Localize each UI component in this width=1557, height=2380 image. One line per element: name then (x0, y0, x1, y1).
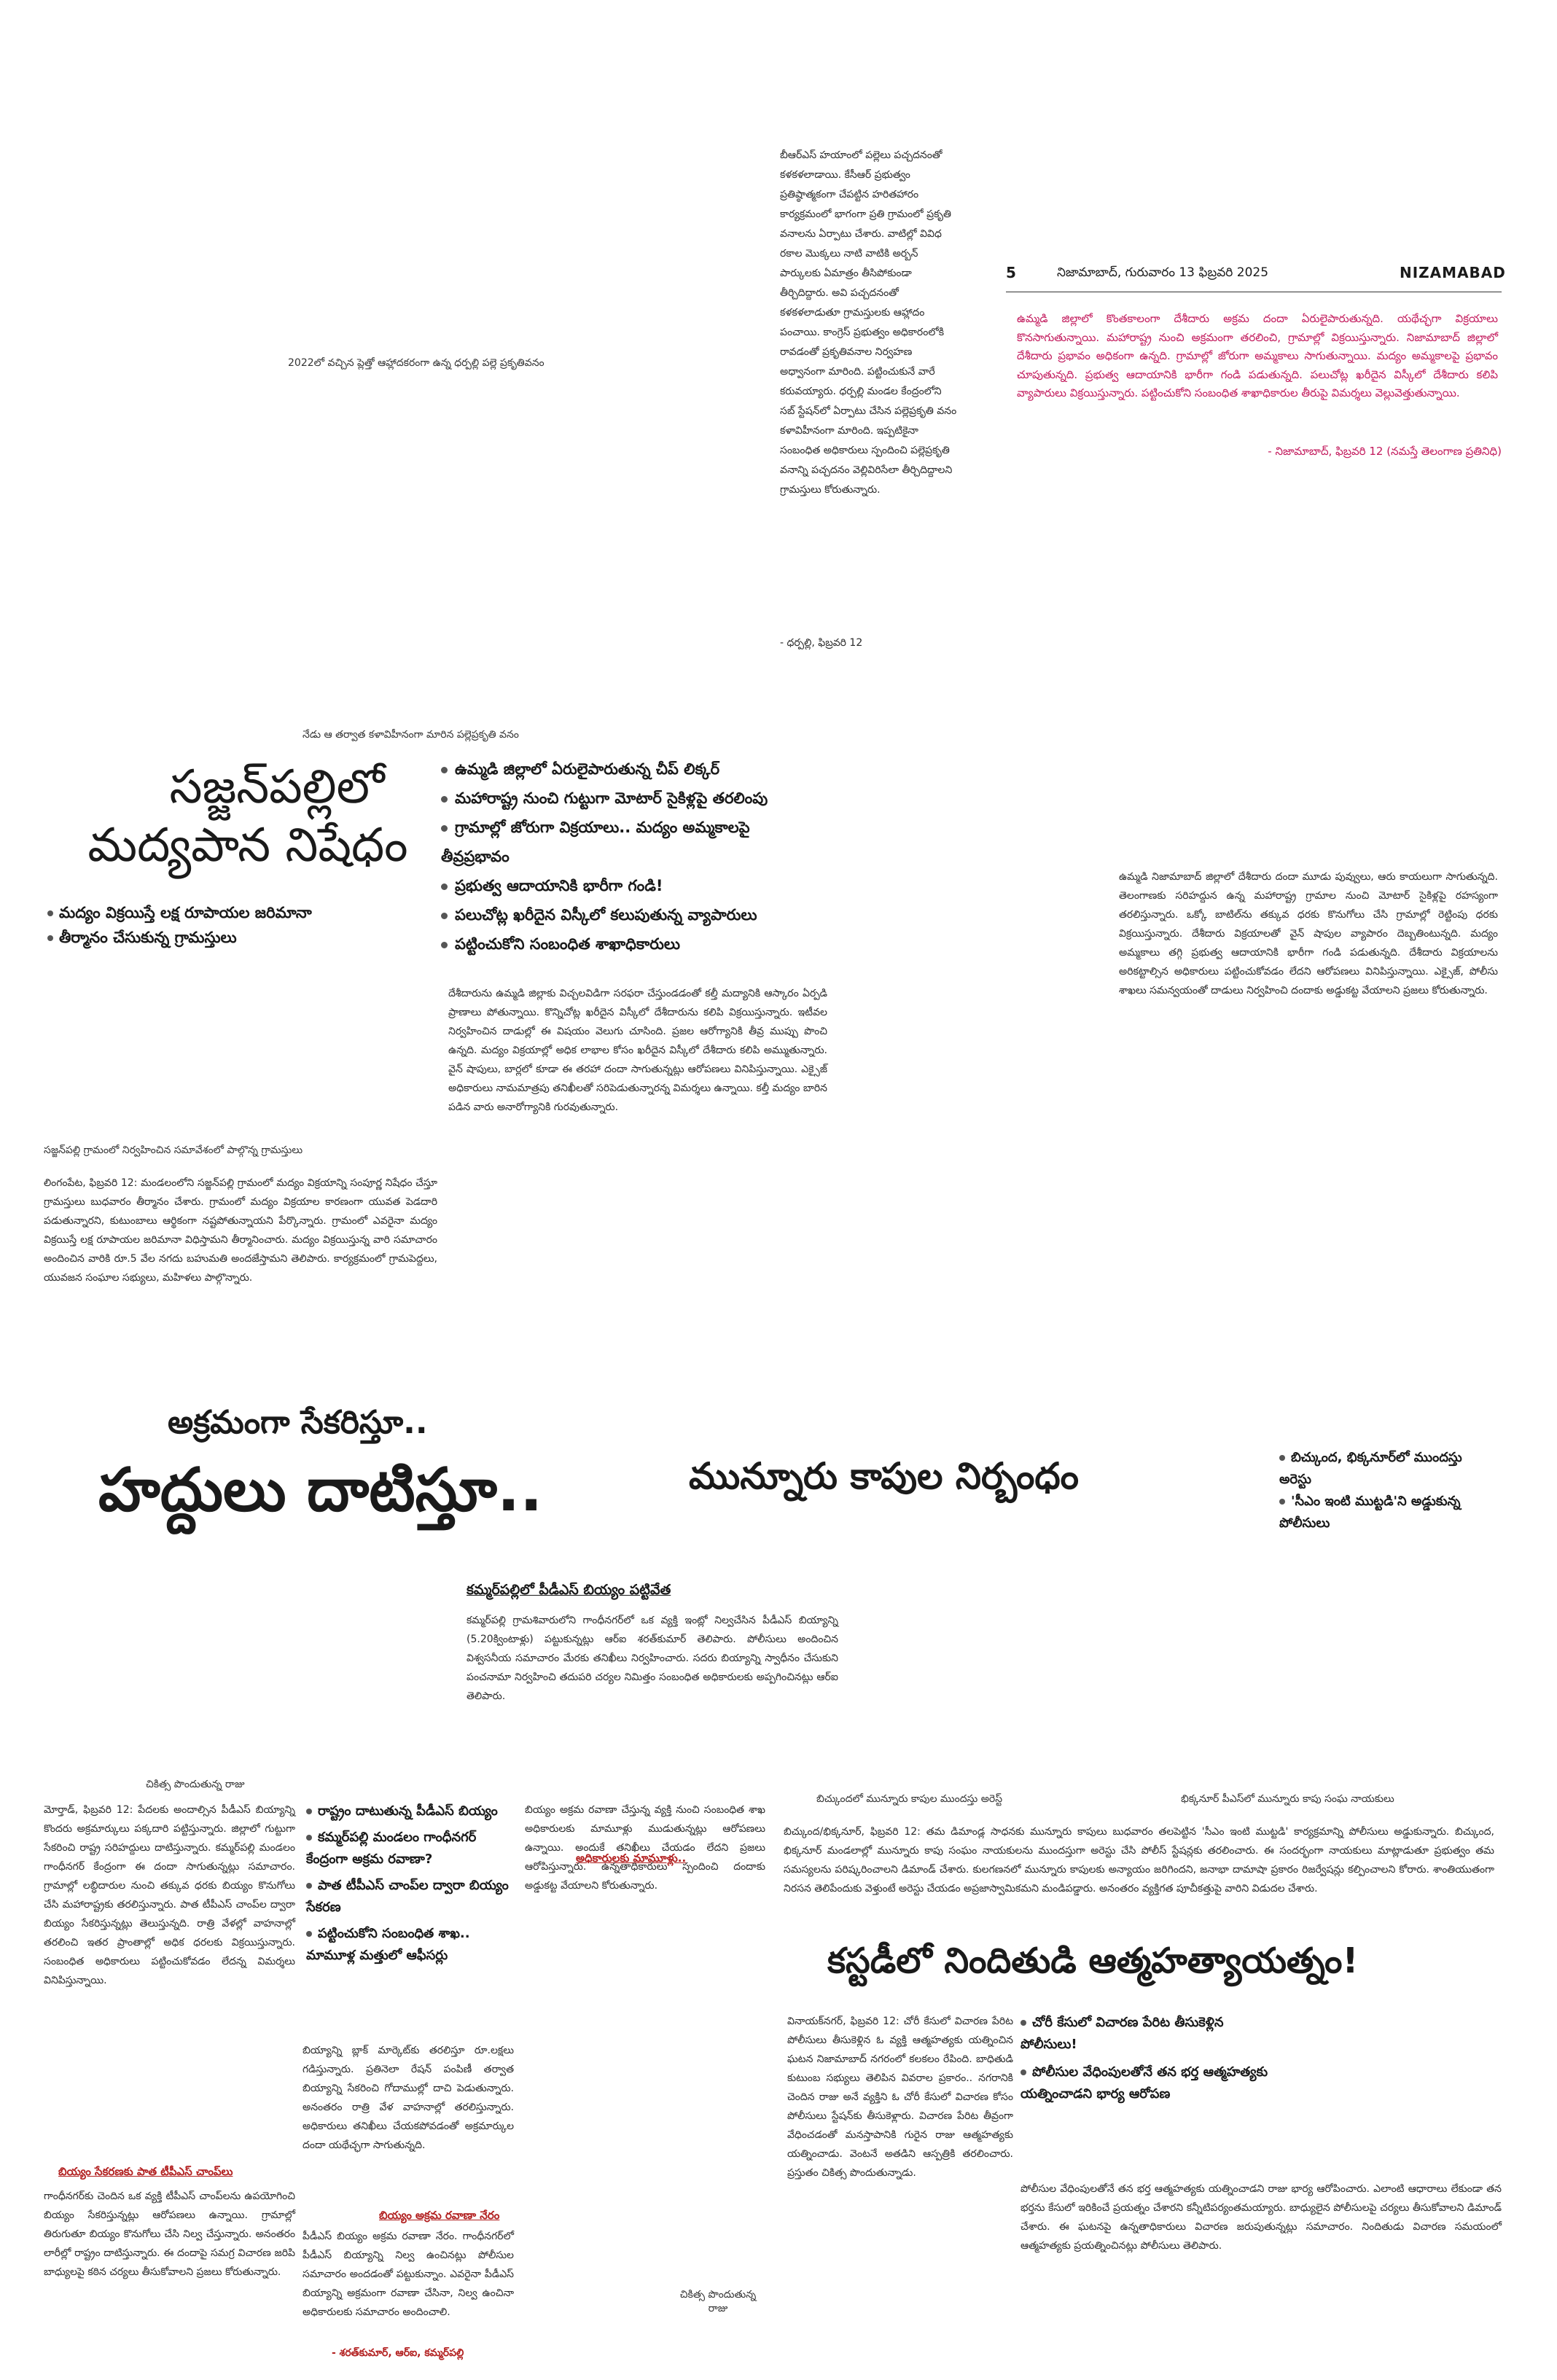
custody-headline: కస్టడీలో నిందితుడి ఆత్మహత్యాయత్నం! (827, 1940, 1359, 1981)
bullet-dot-icon (441, 767, 448, 773)
bullet-dot-icon (441, 825, 448, 832)
munnuru-bullets (1279, 1447, 1498, 1534)
bullet-dot-icon (306, 1883, 312, 1889)
sajjanpalli-photo-caption: సజ్జన్‌పల్లి గ్రామంలో నిర్వహించిన సమావేశంలో పాల్గొన్న గ్రామస్తులు (44, 1144, 303, 1156)
custody-bullet: చోరీ కేసులో విచారణ పేరిట తీసుకెళ్లిన పోలీసులు! (1021, 2015, 1224, 2052)
munnuru-photo-1 (784, 1604, 1141, 1786)
illegal-col1b: గాంధీనగర్‌కు చెందిన ఒక వ్యక్తి టీపీఎస్ చాంప్‌లను ఉపయోగించి బియ్యం సేకరిస్తున్నట్లు ఆరోపణలు ఉన్నాయి. గ్రామాల్లో తిరుగుతూ బియ్యం కొనుగోలు చేసి నిల్వ చేస్తున్నారు. అనంతరం లారీల్లో రాష్ట్రం దాటిస్తున్నారు. ఈ దందాపై సమగ్ర విచారణ జరిపి బాధ్యులపై కఠిన చర్యలు తీసుకోవాలని ప్రజలు కోరుతున్నారు. (44, 2190, 295, 2278)
illegal-bullet: పాత టీపీఎస్ చాంప్‌ల ద్వారా బియ్యం సేకరణ (306, 1878, 509, 1915)
main-story-col1: దేశీదారును ఉమ్మడి జిల్లాకు విచ్చలవిడిగా సరఫరా చేస్తుండడంతో కల్తీ మద్యానికి ఆస్కారం ఏర్పడి ప్రాణాలు పోతున్నాయి. కొన్నిచోట్ల ఖరీదైన విస్కీలో దేశీదారును కలిపి విక్రయిస్తున్నారు. ఇటీవల నిర్వహించిన దాడుల్లో ఈ విషయం వెలుగు చూసింది. ప్రజల ఆరోగ్యానికి తీవ్ర ముప్పు పొంచి ఉన్నది. మద్యం విక్రయాల్లో అధిక లాభాల కోసం ఖరీదైన విస్కీలో దేశీదారు కలిపి అమ్ముతున్నారు. వైన్ షాపులు, బార్లలో కూడా ఈ తరహా దందా సాగుతున్నట్లు ఆరోపణలు వినిపిస్తున్నాయి. ఎక్సైజ్ అధికారులు నామమాత్రపు తనిఖీలతో సరిపెడుతున్నారన్న విమర్శలు ఉన్నాయి. కల్తీ మద్యం బారిన పడిన వారు అనారోగ్యానికి గురవుతున్నారు. (448, 988, 827, 1113)
bullet-dot-icon (441, 883, 448, 890)
rice-photo-caption: చికిత్స పొందుతున్న రాజు (679, 2289, 757, 2314)
munnuru-bullet: బిచ్కుంద, భిక్కనూర్‌లో ముందస్తు అరెస్టు (1279, 1450, 1462, 1487)
sajjanpalli-bullets (47, 900, 426, 950)
illegal-col1-subhead: బియ్యం సేకరణకు పాత టీపీఎస్ చాంప్‌లు (58, 2165, 233, 2178)
bullet-dot-icon (306, 1835, 312, 1841)
main-story-bullets (441, 754, 820, 959)
illegal-headline: హద్దులు దాటిస్తూ.. (98, 1456, 543, 1525)
illegal-kicker: అక్రమంగా సేకరిస్తూ.. (168, 1404, 428, 1441)
bullet-dot-icon (47, 910, 53, 916)
illegal-col2b: బియ్యం అక్రమ రవాణా చేస్తున్న వ్యక్తి నుంచి సంబంధిత శాఖ అధికారులకు మామూళ్లు ముడుతున్నట్లు ఆరోపణలు ఉన్నాయి. అందుకే తనిఖీలు చేయడం లేదని ప్రజలు ఆరోపిస్తున్నారు. ఉన్నతాధికారులు స్పందించి దందాకు అడ్డుకట్ట వేయాలని కోరుతున్నారు. (525, 1804, 765, 1892)
mid-photo-caption: నేడు ఆ తర్వాత కళావిహీనంగా మారిన పల్లెప్రకృతి వనం (303, 729, 519, 741)
sajjanpalli-bullet: మద్యం విక్రయిస్తే లక్ష రూపాయల జరిమానా (47, 900, 426, 925)
illegal-col2-subhead: అధికారులకు మామూళ్లు.. (576, 1852, 687, 1865)
masthead (1006, 262, 1506, 287)
illegal-col1: మోర్తాడ్, ఫిబ్రవరి 12: పేదలకు అందాల్సిన పీడీఎస్ బియ్యాన్ని కొందరు అక్రమార్కులు పక్కదారి పట్టిస్తున్నారు. జిల్లాలో గుట్టుగా సేకరించి రాష్ట్ర సరిహద్దులు దాటిస్తున్నారు. కమ్మర్‌పల్లి మండలం గాంధీనగర్ కేంద్రంగా ఈ దందా సాగుతున్నట్లు సమాచారం. గ్రామాల్లో లబ్ధిదారుల నుంచి తక్కువ ధరకు బియ్యం కొనుగోలు చేసి మహారాష్ట్రకు తరలిస్తున్నారు. పాత టీపీఎస్ చాంప్‌ల ద్వారా బియ్యం సేకరిస్తున్నట్లు తెలుస్తున్నది. రాత్రి వేళల్లో వాహనాల్లో తరలించి ఇతర ప్రాంతాల్లో అధిక ధరలకు విక్రయిస్తున్నారు. సంబంధిత అధికారులు పట్టించుకోవడం లేదన్న విమర్శలు వినిపిస్తున్నాయి. (44, 1804, 295, 1986)
bullet-dot-icon (441, 942, 448, 948)
main-bullet: పలుచోట్ల ఖరీదైన విస్కీలో కలుపుతున్న వ్యాపారులు (441, 900, 820, 929)
munnuru-text: బిచ్కుంద/భిక్కనూర్, ఫిబ్రవరి 12: తమ డిమాండ్ల సాధనకు మున్నూరు కాపులు బుధవారం తలపెట్టిన 'సీఎం ఇంటి ముట్టడి' కార్యక్రమాన్ని పోలీసులు అడ్డుకున్నారు. బిచ్కుంద, భిక్కనూర్ మండలాల్లో మున్నూరు కాపు సంఘం నాయకులను ముందస్తుగా అరెస్టు చేసి పోలీస్ స్టేషన్లకు తరలించారు. ఈ సందర్భంగా నాయకులు మాట్లాడుతూ ప్రభుత్వం తమ సమస్యలను పరిష్కరించాలని డిమాండ్ చేశారు. కులగణనలో మున్నూరు కాపులకు అన్యాయం జరిగిందని, జనాభా దామాషా ప్రకారం రిజర్వేషన్లు కల్పించాలని కోరారు. శాంతియుతంగా నిరసన తెలిపేందుకు వెళ్తుంటే అరెస్టు చేయడం అప్రజాస్వామికమని మండిపడ్డారు. అనంతరం వ్యక్తిగత పూచీకత్తుపై వారిని విడుదల చేశారు. (784, 1826, 1494, 1895)
teaser-text: ఉమ్మడి జిల్లాలో కొంతకాలంగా దేశీదారు అక్రమ దందా ఏరులైపారుతున్నది. యథేచ్ఛగా విక్రయాలు కొనసాగుతున్నాయి. మహారాష్ట్ర నుంచి అక్రమంగా తరలించి, గ్రామాల్లో విక్రయిస్తున్నారు. నిజామాబాద్ జిల్లాలో దేశీదారు ప్రభావం అధికంగా ఉన్నది. గ్రామాల్లో జోరుగా అమ్మకాలు సాగుతున్నాయి. మద్యం అమ్మకాలపై ప్రభావం చూపుతున్నది. ప్రభుత్వ ఆదాయానికి భారీగా గండి పడుతున్నది. పలుచోట్ల ఖరీదైన విస్కీలో దేశీదారు కలిపి వ్యాపారులు విక్రయిస్తున్నారు. పట్టించుకోని సంబంధిత శాఖాధికారుల తీరుపై విమర్శలు వెల్లువెత్తుతున్నాయి. (1017, 312, 1498, 399)
sajjanpalli-photo (40, 955, 437, 1137)
edition-name: NIZAMABAD (1400, 264, 1506, 281)
main-story-col2: ఉమ్మడి నిజామాబాద్ జిల్లాలో దేశీదారు దందా మూడు పువ్వులు, ఆరు కాయలుగా సాగుతున్నది. తెలంగాణకు సరిహద్దున ఉన్న మహారాష్ట్ర గ్రామాల నుంచి మోటార్ సైకిళ్లపై రహస్యంగా తరలిస్తున్నారు. ఒక్కో బాటిల్‌ను తక్కువ ధరకు కొనుగోలు చేసి గ్రామాల్లో రెట్టింపు ధరకు విక్రయిస్తున్నారు. దేశీదారు విక్రయాలతో వైన్ షాపుల వ్యాపారం దెబ్బతింటున్నది. మద్యం అమ్మకాలు తగ్గి ప్రభుత్వ ఆదాయానికి భారీగా గండి పడుతున్నది. దేశీదారు విక్రయాలను అరికట్టాల్సిన అధికారులు పట్టించుకోవడం లేదని ఆరోపణలు వినిపిస్తున్నాయి. ఎక్సైజ్, పోలీసు శాఖలు సమన్వయంతో దాడులు నిర్వహించి దందాకు అడ్డుకట్ట వేయాలని ప్రజలు కోరుతున్నారు. (1119, 871, 1498, 996)
illegal-subhead: కమ్మర్‌పల్లిలో పీడీఎస్ బియ్యం పట్టివేత (467, 1582, 671, 1598)
illegal-col2: బియ్యాన్ని బ్లాక్ మార్కెట్‌కు తరలిస్తూ రూ.లక్షలు గడిస్తున్నారు. ప్రతినెలా రేషన్ పంపిణీ తర్వాత బియ్యాన్ని సేకరించి గోదాముల్లో దాచి పెడుతున్నారు. అనంతరం రాత్రి వేళ వాహనాల్లో తరలిస్తున్నారు. అధికారులు తనిఖీలు చేయకపోవడంతో అక్రమార్కుల దందా యథేచ్ఛగా సాగుతున్నది. (303, 2045, 514, 2151)
main-bullet: ఉమ్మడి జిల్లాలో ఏరులైపారుతున్న చీప్ లిక్కర్ (441, 754, 820, 784)
illegal-bullets (306, 1800, 510, 1967)
sajjanpalli-headline-1: సజ్జన్‌పల్లిలో (169, 760, 385, 814)
rice-photo (525, 2056, 765, 2274)
mid-photo-area (73, 510, 1502, 707)
top-story-byline: - ధర్పల్లి, ఫిబ్రవరి 12 (780, 637, 863, 649)
munnuru-bullet: 'సీఎం ఇంటి ముట్టడి'ని అడ్డుకున్న పోలీసులు (1279, 1494, 1461, 1531)
munnuru-photo-caption-1: బిచ్కుందలో మున్నూరు కాపుల ముందస్తు అరెస్ట్ (816, 1793, 1003, 1805)
illegal-photo-caption: చికిత్స పొందుతున్న రాజు (146, 1779, 245, 1790)
top-photo-caption: 2022లో వచ్చిన ప్లెత్తో ఆహ్లాదకరంగా ఉన్న ధర్పల్లి పల్లె ప్రకృతివనం (288, 357, 545, 369)
main-bullet: మహారాష్ట్ర నుంచి గుట్టుగా మోటార్ సైకిళ్లపై తరలింపు (441, 784, 820, 813)
bullet-dot-icon (441, 913, 448, 919)
illegal-lead: కమ్మర్‌పల్లి గ్రామశివారులోని గాంధీనగర్‌లో ఒక వ్యక్తి ఇంట్లో నిల్వచేసిన పీడీఎస్ బియ్యాన్ని (5.20క్వింటాళ్లు) పట్టుకున్నట్లు ఆర్ఐ శరత్‌కుమార్ తెలిపారు. పోలీసులు అందించిన విశ్వసనీయ సమాచారం మేరకు తనిఖీలు నిర్వహించారు. సదరు బియ్యాన్ని స్వాధీనం చేసుకుని పంచనామా నిర్వహించి తదుపరి చర్యల నిమిత్తం సంబంధిత అధికారులకు అప్పగించినట్లు ఆర్ఐ తెలిపారు. (467, 1615, 838, 1702)
main-bullet: గ్రామాల్లో జోరుగా విక్రయాలు.. మద్యం అమ్మకాలపై తీవ్రప్రభావం (441, 819, 750, 865)
illegal-bullet: కమ్మర్‌పల్లి మండలం గాంధీనగర్ కేంద్రంగా అక్రమ రవాణా? (306, 1830, 477, 1867)
custody-col2: పోలీసుల వేధింపులతోనే తన భర్త ఆత్మహత్యకు యత్నించాడని రాజు భార్య ఆరోపించారు. ఎలాంటి ఆధారాలు లేకుండా తన భర్తను కేసులో ఇరికించే ప్రయత్నం చేశారని కన్నీటిపర్యంతమయ్యారు. బాధ్యులైన పోలీసులపై చర్యలు తీసుకోవాలని డిమాండ్ చేశారు. ఈ ఘటనపై ఉన్నతాధికారులు విచారణ జరుపుతున్నట్లు సమాచారం. నిందితుడు విచారణ సమయంలో ఆత్మహత్యకు ప్రయత్నించినట్లు పోలీసులు తెలిపారు. (1021, 2183, 1502, 2252)
bullet-dot-icon (47, 935, 53, 941)
illegal-photo (47, 1582, 456, 1771)
top-story-text: బీఆర్ఎస్ హయాంలో పల్లెలు పచ్చదనంతో కళకళలాడాయి. కేసీఆర్ ప్రభుత్వం ప్రతిష్ఠాత్మకంగా చేపట్టిన హరితహారం కార్యక్రమంలో భాగంగా ప్రతి గ్రామంలో ప్రకృతి వనాలను ఏర్పాటు చేశారు. వాటిల్లో వివిధ రకాల మొక్కలు నాటి వాటికి అర్బన్ పార్కులకు ఏమాత్రం తీసిపోకుండా తీర్చిదిద్దారు. అవి పచ్చదనంతో కళకళలాడుతూ గ్రామస్తులకు ఆహ్లాదం పంచాయి. కాంగ్రెస్ ప్రభుత్వం అధికారంలోకి రావడంతో ప్రకృతివనాల నిర్వహణ అధ్వానంగా మారింది. పట్టించుకునే వారే కరువయ్యారు. ధర్పల్లి మండల కేంద్రంలోని సబ్ స్టేషన్‌లో ఏర్పాటు చేసిన పల్లెప్రకృతి వనం కళావిహీనంగా మారింది. ఇప్పటికైనా సంబంధిత అధికారులు స్పందించి పల్లెప్రకృతి వనాన్ని పచ్చదనం వెల్లివిరిసేలా తీర్చిదిద్దాలని గ్రామస్తులు కోరుతున్నారు. (780, 149, 957, 496)
illegal-quote-byline: - శరత్‌కుమార్, ఆర్ఐ, కమ్మర్‌పల్లి (332, 2347, 464, 2359)
custody-bullets (1021, 2012, 1283, 2105)
illegal-col3-subhead: బియ్యం అక్రమ రవాణా నేరం (379, 2209, 500, 2222)
bullet-dot-icon (441, 796, 448, 803)
main-bullet: పట్టించుకోని సంబంధిత శాఖాధికారులు (441, 929, 820, 959)
bullet-dot-icon (306, 1809, 312, 1814)
bullet-dot-icon (1021, 2020, 1026, 2026)
teaser-byline: - నిజామాబాద్, ఫిబ్రవరి 12 (నమస్తే తెలంగాణ ప్రతినిధి) (1268, 445, 1502, 458)
illegal-bullet: రాష్ట్రం దాటుతున్న పీడీఎస్ బియ్యం (306, 1800, 510, 1822)
illegal-bullet: పట్టించుకోని సంబంధిత శాఖ.. మామూళ్ల మత్తులో ఆఫీసర్లు (306, 1926, 470, 1963)
sajjanpalli-text: లింగంపేట, ఫిబ్రవరి 12: మండలంలోని సజ్జన్‌పల్లి గ్రామంలో మద్యం విక్రయాన్ని సంపూర్ణ నిషేధం చేస్తూ గ్రామస్తులు బుధవారం తీర్మానం చేశారు. గ్రామంలో మద్యం విక్రయాల కారణంగా యువత పెడదారి పడుతున్నారని, కుటుంబాలు ఆర్థికంగా నష్టపోతున్నాయని పేర్కొన్నారు. గ్రామంలో ఎవరైనా మద్యం విక్రయిస్తే లక్ష రూపాయల జరిమానా విధిస్తామని తీర్మానించారు. మద్యం విక్రయిస్తున్న వారి సమాచారం అందించిన వారికి రూ.5 వేల నగదు బహుమతి అందజేస్తామని తెలిపారు. కార్యక్రమంలో గ్రామపెద్దలు, యువజన సంఘాల సభ్యులు, మహిళలు పాల్గొన్నారు. (44, 1177, 437, 1284)
dateline: నిజామాబాద్, గురువారం 13 ఫిబ్రవరి 2025 (1057, 265, 1269, 280)
custody-col1: వినాయక్‌నగర్, ఫిబ్రవరి 12: చోరీ కేసులో విచారణ పేరిట పోలీసులు తీసుకెళ్లిన ఓ వ్యక్తి ఆత్మహత్యకు యత్నించిన ఘటన నిజామాబాద్ నగరంలో కలకలం రేపింది. బాధితుడి కుటుంబ సభ్యులు తెలిపిన వివరాల ప్రకారం.. నగరానికి చెందిన రాజు అనే వ్యక్తిని ఓ చోరీ కేసులో విచారణ కోసం పోలీసులు స్టేషన్‌కు తీసుకెళ్లారు. విచారణ పేరిట తీవ్రంగా వేధించడంతో మనస్తాపానికి గురైన రాజు ఆత్మహత్యకు యత్నించాడు. వెంటనే అతడిని ఆస్పత్రికి తరలించారు. ప్రస్తుతం చికిత్స పొందుతున్నాడు. (787, 2016, 1013, 2179)
munnuru-photo-2 (1155, 1604, 1498, 1786)
main-photo-area (824, 758, 1502, 860)
top-photo-area (73, 138, 787, 350)
munnuru-photo-caption-2: భిక్కనూర్ పీఎస్‌లో మున్నూరు కాపు సంఘ నాయకులు (1181, 1793, 1394, 1805)
bullet-dot-icon (1279, 1455, 1285, 1461)
bullet-dot-icon (1021, 2069, 1026, 2075)
page-number: 5 (1006, 264, 1016, 281)
sajjanpalli-headline-2: మద్యపాన నిషేధం (87, 819, 408, 873)
bullet-dot-icon (1279, 1499, 1285, 1505)
illegal-col3: పీడీఎస్ బియ్యం అక్రమ రవాణా నేరం. గాంధీనగర్‌లో పీడీఎస్ బియ్యాన్ని నిల్వ ఉంచినట్లు పోలీసుల సమాచారం అందడంతో పట్టుకున్నాం. ఎవరైనా పీడీఎస్ బియ్యాన్ని అక్రమంగా రవాణా చేసినా, నిల్వ ఉంచినా అధికారులకు సమాచారం అందించాలి. (303, 2231, 514, 2318)
sajjanpalli-bullet: తీర్మానం చేసుకున్న గ్రామస్తులు (47, 925, 426, 950)
custody-bullet: పోలీసుల వేధింపులతోనే తన భర్త ఆత్మహత్యకు యత్నించాడని భార్య ఆరోపణ (1021, 2064, 1268, 2102)
bullet-dot-icon (306, 1931, 312, 1937)
munnuru-headline: మున్నూరు కాపుల నిర్బంధం (689, 1455, 1079, 1497)
main-bullet: ప్రభుత్వ ఆదాయానికి భారీగా గండి! (441, 871, 820, 900)
